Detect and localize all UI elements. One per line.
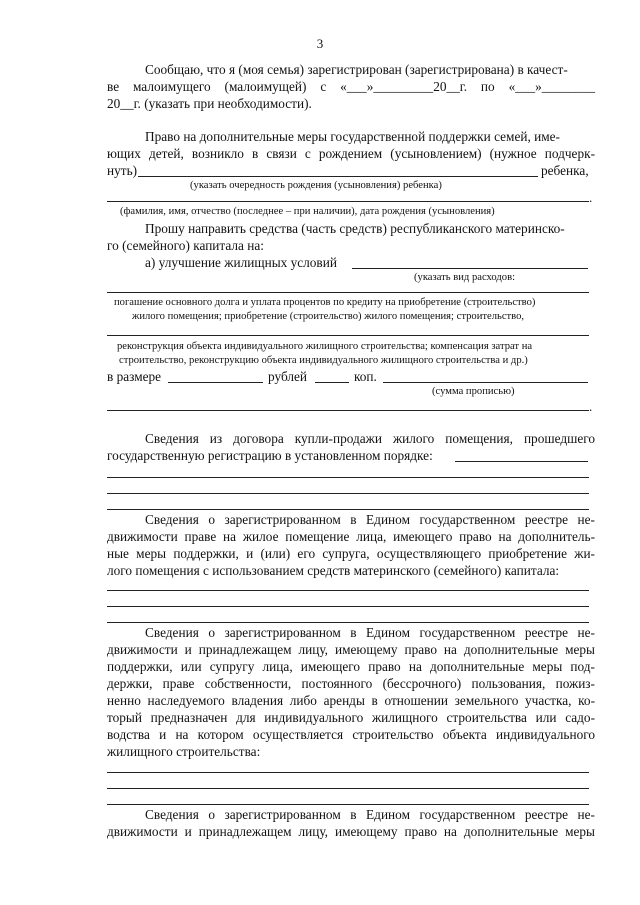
amount-words-hint: (сумма прописью) [432, 386, 515, 397]
land-line-2[interactable] [107, 788, 589, 789]
s5-line4: лого помещения с использованием средств материнского (семейного) капитала: [107, 563, 560, 578]
child-name-hint: (фамилия, имя, отчество (последнее – при наличии), дата рождения (усыновления) [120, 206, 495, 217]
s6-line7: водства и на котором осуществляется строительство объекта индивидуального [107, 727, 595, 742]
s2-line2: ющих детей, возникло в связи с рождением (усыновлением) (нужное подчерк- [107, 146, 595, 161]
s4-line2: государственную регистрацию в установленном порядке: [107, 448, 433, 463]
s5-line1: Сведения о зарегистрированном в Едином государственном реестре не- [145, 512, 595, 527]
period: . [589, 399, 593, 414]
child-order-hint: (указать очередность рождения (усыновления) ребенка) [190, 180, 442, 191]
registry-line-2[interactable] [107, 606, 589, 607]
s2-line3-suffix: ребенка, [541, 163, 589, 178]
s6-line4: держки, праве собственности, постоянного (бессрочного) пользования, пожиз- [107, 676, 595, 691]
s1-line2: ве малоимущего (малоимущей) с «___»_________20__г. по «___»________ [107, 79, 595, 94]
expense-line-2[interactable] [107, 292, 589, 293]
s1-line1: Сообщаю, что я (моя семья) зарегистрирован (зарегистрирована) в качест- [145, 62, 568, 77]
amount-kop-label: коп. [354, 369, 377, 384]
s3-line2: го (семейного) капитала на: [107, 238, 264, 253]
child-name-field[interactable] [107, 201, 589, 202]
contract-field[interactable] [455, 461, 588, 462]
s3-line1: Прошу направить средства (часть средств) республиканского материнско- [145, 221, 565, 236]
s4-line1: Сведения из договора купли-продажи жилого помещения, прошедшего [145, 431, 595, 446]
land-line-3[interactable] [107, 804, 589, 805]
s2-line1: Право на дополнительные меры государственной поддержки семей, име- [145, 129, 560, 144]
s2-line3-prefix: нуть) [107, 163, 138, 178]
amount-prefix: в размере [107, 369, 162, 384]
land-line-1[interactable] [107, 772, 589, 773]
expense-hint-b1: реконструкция объекта индивидуального жилищного строительства; компенсация затрат на [117, 341, 533, 352]
s6-line1: Сведения о зарегистрированном в Едином государственном реестре не- [145, 625, 595, 640]
s7-line1: Сведения о зарегистрированном в Едином государственном реестре не- [145, 807, 595, 822]
amount-words-line-2[interactable] [107, 410, 589, 411]
s5-line3: ные меры поддержки, и (или) его супруга, осуществляющего приобретение жи- [107, 546, 595, 561]
s6-line3: поддержки, или супругу лица, имеющего право на дополнительные меры под- [107, 659, 595, 674]
s3-line3: а) улучшение жилищных условий [145, 255, 337, 270]
amount-words-field[interactable] [383, 382, 588, 383]
s6-line8: жилищного строительства: [107, 744, 261, 759]
child-order-field[interactable] [138, 176, 538, 177]
s1-line3: 20__г. (указать при необходимости). [107, 96, 312, 111]
s6-line5: ненно наследуемого владения либо аренды в отношении земельного участка, ко- [107, 693, 595, 708]
amount-rub-label: рублей [268, 369, 308, 384]
period: . [589, 190, 593, 205]
amount-rub-field[interactable] [168, 382, 263, 383]
registry-line-3[interactable] [107, 622, 589, 623]
page-number: 3 [316, 36, 324, 51]
expense-type-field[interactable] [352, 268, 588, 269]
expense-type-hint: (указать вид расходов: [414, 272, 516, 283]
expense-line-3[interactable] [107, 335, 589, 336]
amount-kop-field[interactable] [315, 382, 349, 383]
s6-line6: торый предназначен для индивидуального жилищного строительства или садо- [107, 710, 595, 725]
contract-line-2[interactable] [107, 477, 589, 478]
registry-line-1[interactable] [107, 590, 589, 591]
s6-line2: движимости и принадлежащем лицу, имеющему право на дополнительные меры [107, 642, 595, 657]
contract-line-4[interactable] [107, 509, 589, 510]
s7-line2: движимости и принадлежащем лицу, имеющему право на дополнительные меры [107, 824, 595, 839]
expense-hint-a2: жилого помещения; приобретение (строительство) жилого помещения; строительство, [132, 311, 525, 322]
expense-hint-a1: погашение основного долга и уплата процентов по кредиту на приобретение (строительство) [114, 297, 536, 308]
expense-hint-b2: строительство, реконструкцию объекта индивидуального жилищного строительства и др.) [119, 355, 528, 366]
s5-line2: движимости праве на жилое помещение лица, имеющего право на дополнитель- [107, 529, 595, 544]
contract-line-3[interactable] [107, 493, 589, 494]
